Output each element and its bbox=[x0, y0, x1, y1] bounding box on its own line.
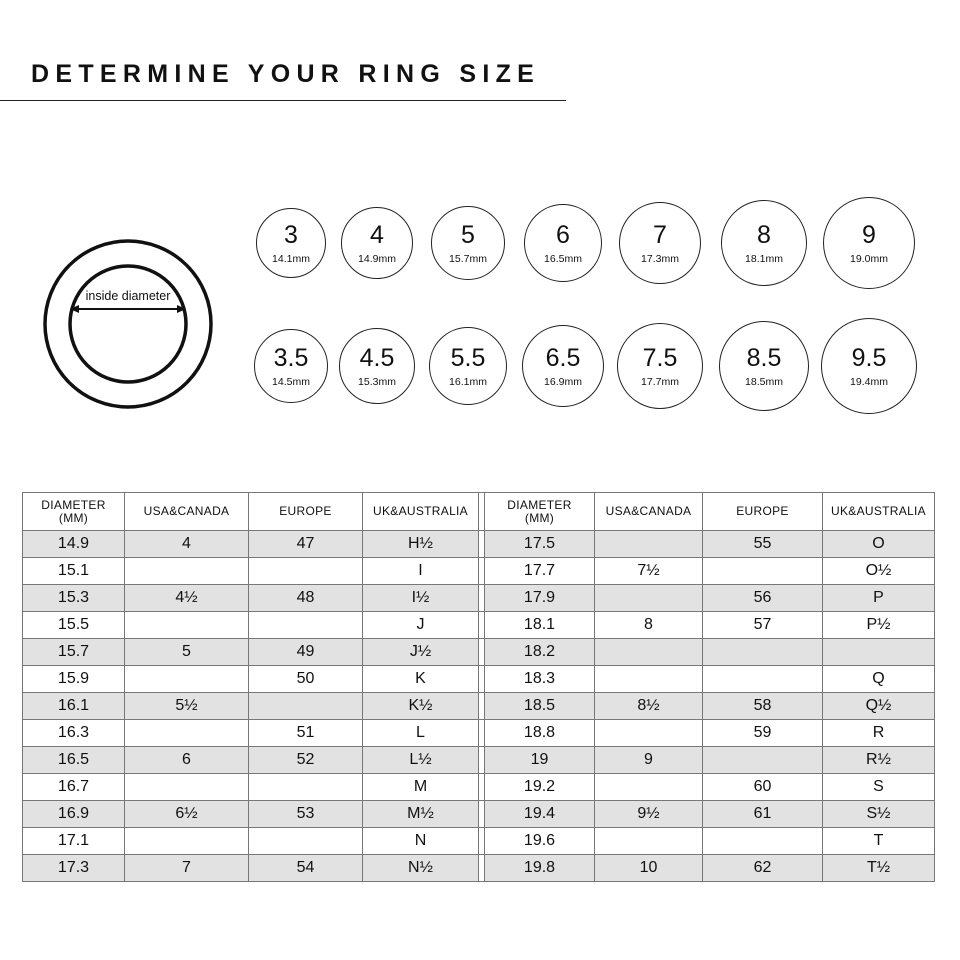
size-circle bbox=[721, 200, 807, 286]
table-cell: M½ bbox=[363, 801, 479, 828]
table-cell: 17.1 bbox=[23, 828, 125, 855]
table-row bbox=[23, 639, 935, 666]
table-row bbox=[23, 585, 935, 612]
table-cell: P bbox=[823, 585, 935, 612]
ring-size-mm: 17.7mm bbox=[641, 375, 679, 388]
table-cell bbox=[249, 774, 363, 801]
size-circle bbox=[341, 207, 413, 279]
table-row bbox=[23, 801, 935, 828]
ring-size-value: 9 bbox=[862, 220, 876, 249]
table-cell: 19.4 bbox=[485, 801, 595, 828]
ring-size-value: 8 bbox=[757, 220, 771, 249]
table-cell: 49 bbox=[249, 639, 363, 666]
table-cell bbox=[703, 666, 823, 693]
table-cell: O½ bbox=[823, 558, 935, 585]
table-row bbox=[23, 558, 935, 585]
ring-size-mm: 14.9mm bbox=[358, 252, 396, 265]
ring-inner-edge bbox=[70, 266, 186, 382]
table-cell: 54 bbox=[249, 855, 363, 882]
table-cell: 56 bbox=[703, 585, 823, 612]
table-cell bbox=[595, 639, 703, 666]
table-cell: Q bbox=[823, 666, 935, 693]
table-cell: 15.9 bbox=[23, 666, 125, 693]
ring-size-mm: 14.5mm bbox=[272, 375, 310, 388]
size-circle bbox=[619, 202, 701, 284]
ring-size-value: 4.5 bbox=[359, 343, 395, 372]
table-cell: 48 bbox=[249, 585, 363, 612]
table-cell bbox=[249, 693, 363, 720]
table-cell: 60 bbox=[703, 774, 823, 801]
table-cell: 50 bbox=[249, 666, 363, 693]
ring-size-mm: 19.0mm bbox=[850, 252, 888, 265]
table-row bbox=[23, 612, 935, 639]
table-cell bbox=[595, 720, 703, 747]
table-cell: 47 bbox=[249, 531, 363, 558]
table-cell bbox=[703, 828, 823, 855]
table-cell: I bbox=[363, 558, 479, 585]
table-cell: L bbox=[363, 720, 479, 747]
table-cell: 55 bbox=[703, 531, 823, 558]
table-cell bbox=[595, 828, 703, 855]
table-row bbox=[23, 531, 935, 558]
ring-size-mm: 14.1mm bbox=[272, 252, 310, 265]
table-cell: I½ bbox=[363, 585, 479, 612]
table-cell: 19.8 bbox=[485, 855, 595, 882]
table-cell: 8½ bbox=[595, 693, 703, 720]
diameter-label: inside diameter bbox=[85, 289, 171, 303]
column-header: EUROPE bbox=[249, 493, 363, 531]
table-cell: 7½ bbox=[595, 558, 703, 585]
ring-size-mm: 16.5mm bbox=[544, 252, 582, 265]
table-cell: 53 bbox=[249, 801, 363, 828]
table-cell: 58 bbox=[703, 693, 823, 720]
size-circle bbox=[254, 329, 328, 403]
table-cell bbox=[595, 585, 703, 612]
table-cell bbox=[125, 720, 249, 747]
table-cell: 9 bbox=[595, 747, 703, 774]
size-circle bbox=[719, 321, 809, 411]
column-header: DIAMETER (MM) bbox=[485, 493, 595, 531]
table-cell bbox=[249, 612, 363, 639]
ring-size-value: 7 bbox=[653, 220, 667, 249]
table-cell: S bbox=[823, 774, 935, 801]
table-cell: 15.5 bbox=[23, 612, 125, 639]
table-cell bbox=[703, 558, 823, 585]
table-cell bbox=[125, 828, 249, 855]
table-cell: 15.7 bbox=[23, 639, 125, 666]
size-circle bbox=[431, 206, 505, 280]
table-cell: 15.3 bbox=[23, 585, 125, 612]
table-cell: T bbox=[823, 828, 935, 855]
table-cell: 19.6 bbox=[485, 828, 595, 855]
table-cell bbox=[703, 747, 823, 774]
table-cell: N½ bbox=[363, 855, 479, 882]
table-row bbox=[23, 720, 935, 747]
table-cell: 16.5 bbox=[23, 747, 125, 774]
table-cell: 6½ bbox=[125, 801, 249, 828]
ring-diagram bbox=[40, 236, 216, 412]
table-row bbox=[23, 747, 935, 774]
ring-size-value: 8.5 bbox=[746, 343, 782, 372]
table-cell: L½ bbox=[363, 747, 479, 774]
size-table bbox=[22, 492, 935, 882]
table-cell: N bbox=[363, 828, 479, 855]
ring-size-value: 9.5 bbox=[851, 343, 887, 372]
table-cell bbox=[249, 558, 363, 585]
table-cell: 18.3 bbox=[485, 666, 595, 693]
table-cell: 59 bbox=[703, 720, 823, 747]
ring-size-mm: 16.9mm bbox=[544, 375, 582, 388]
table-cell: 57 bbox=[703, 612, 823, 639]
table-cell: 18.8 bbox=[485, 720, 595, 747]
table-cell: 10 bbox=[595, 855, 703, 882]
ring-size-mm: 15.3mm bbox=[358, 375, 396, 388]
table-row bbox=[23, 774, 935, 801]
ring-size-mm: 18.1mm bbox=[745, 252, 783, 265]
size-circle bbox=[617, 323, 703, 409]
size-circle bbox=[256, 208, 326, 278]
ring-size-mm: 19.4mm bbox=[850, 375, 888, 388]
table-cell: 17.7 bbox=[485, 558, 595, 585]
column-header: USA&CANADA bbox=[595, 493, 703, 531]
table-cell bbox=[823, 639, 935, 666]
ring-size-value: 6 bbox=[556, 220, 570, 249]
table-cell bbox=[595, 774, 703, 801]
table-cell: 8 bbox=[595, 612, 703, 639]
table-cell: 18.1 bbox=[485, 612, 595, 639]
table-cell: Q½ bbox=[823, 693, 935, 720]
ring-size-mm: 18.5mm bbox=[745, 375, 783, 388]
ring-size-value: 3.5 bbox=[273, 343, 309, 372]
table-cell: P½ bbox=[823, 612, 935, 639]
ring-size-value: 3 bbox=[284, 220, 298, 249]
table-cell: M bbox=[363, 774, 479, 801]
size-circle bbox=[524, 204, 602, 282]
table-cell: T½ bbox=[823, 855, 935, 882]
ring-size-value: 6.5 bbox=[545, 343, 581, 372]
ring-size-value: 5.5 bbox=[450, 343, 486, 372]
size-circle bbox=[339, 328, 415, 404]
table-cell bbox=[125, 558, 249, 585]
size-circle bbox=[823, 197, 915, 289]
table-cell: 9½ bbox=[595, 801, 703, 828]
table-cell: 16.7 bbox=[23, 774, 125, 801]
size-circle bbox=[429, 327, 507, 405]
table-cell: S½ bbox=[823, 801, 935, 828]
ring-size-mm: 16.1mm bbox=[449, 375, 487, 388]
column-header: EUROPE bbox=[703, 493, 823, 531]
table-row bbox=[23, 693, 935, 720]
table-cell: 14.9 bbox=[23, 531, 125, 558]
column-header: UK&AUSTRALIA bbox=[363, 493, 479, 531]
table-cell: O bbox=[823, 531, 935, 558]
table-cell bbox=[595, 666, 703, 693]
table-cell: J bbox=[363, 612, 479, 639]
table-cell bbox=[249, 828, 363, 855]
table-cell bbox=[125, 774, 249, 801]
size-circle bbox=[821, 318, 917, 414]
table-cell: 17.9 bbox=[485, 585, 595, 612]
table-cell: K bbox=[363, 666, 479, 693]
table-cell: H½ bbox=[363, 531, 479, 558]
column-header: DIAMETER (MM) bbox=[23, 493, 125, 531]
table-cell: 52 bbox=[249, 747, 363, 774]
table-cell: 5½ bbox=[125, 693, 249, 720]
table-cell: 4 bbox=[125, 531, 249, 558]
ring-size-value: 5 bbox=[461, 220, 475, 249]
table-cell: 15.1 bbox=[23, 558, 125, 585]
table-cell bbox=[125, 612, 249, 639]
ring-size-mm: 17.3mm bbox=[641, 252, 679, 265]
table-cell: 17.3 bbox=[23, 855, 125, 882]
table-cell: 16.9 bbox=[23, 801, 125, 828]
table-row bbox=[23, 666, 935, 693]
table-cell bbox=[703, 639, 823, 666]
table-cell: 18.5 bbox=[485, 693, 595, 720]
table-cell: 17.5 bbox=[485, 531, 595, 558]
ring-size-value: 7.5 bbox=[642, 343, 678, 372]
table-cell bbox=[125, 666, 249, 693]
size-circle bbox=[522, 325, 604, 407]
table-cell: R bbox=[823, 720, 935, 747]
table-cell: 16.1 bbox=[23, 693, 125, 720]
table-cell: 19 bbox=[485, 747, 595, 774]
table-cell: 19.2 bbox=[485, 774, 595, 801]
table-cell: K½ bbox=[363, 693, 479, 720]
table-row bbox=[23, 828, 935, 855]
table-cell: 51 bbox=[249, 720, 363, 747]
table-cell: 61 bbox=[703, 801, 823, 828]
table-cell: J½ bbox=[363, 639, 479, 666]
table-header-row bbox=[23, 493, 935, 531]
ring-size-value: 4 bbox=[370, 220, 384, 249]
table-cell: 7 bbox=[125, 855, 249, 882]
column-header: UK&AUSTRALIA bbox=[823, 493, 935, 531]
column-header: USA&CANADA bbox=[125, 493, 249, 531]
table-cell: R½ bbox=[823, 747, 935, 774]
table-cell: 6 bbox=[125, 747, 249, 774]
table-cell: 5 bbox=[125, 639, 249, 666]
table-cell: 18.2 bbox=[485, 639, 595, 666]
ring-size-mm: 15.7mm bbox=[449, 252, 487, 265]
table-row bbox=[23, 855, 935, 882]
table-cell: 62 bbox=[703, 855, 823, 882]
page-title: DETERMINE YOUR RING SIZE bbox=[31, 60, 541, 88]
title-underline bbox=[0, 100, 566, 101]
table-cell bbox=[595, 531, 703, 558]
table-cell: 16.3 bbox=[23, 720, 125, 747]
table-cell: 4½ bbox=[125, 585, 249, 612]
